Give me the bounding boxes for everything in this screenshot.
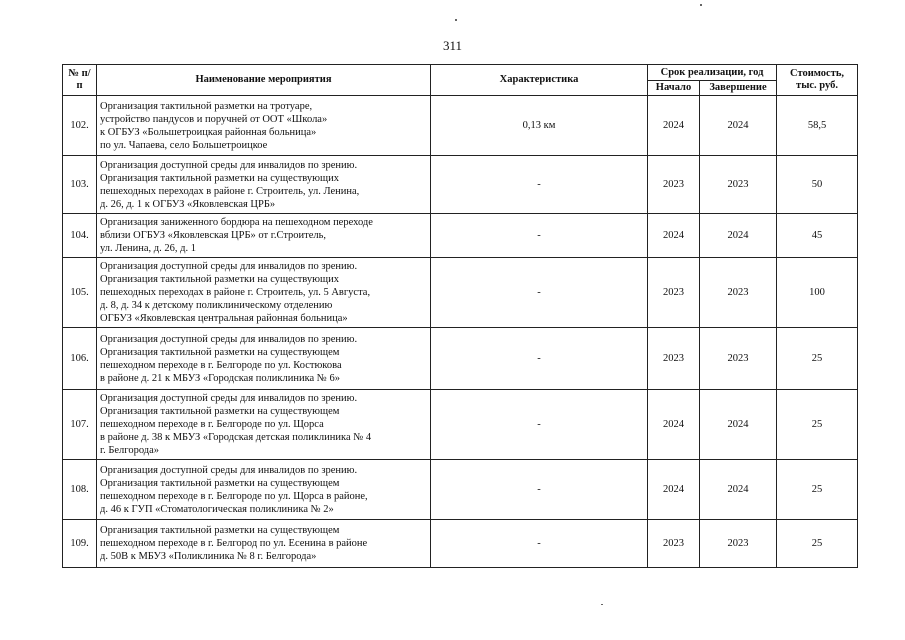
- row-end-year: 2024: [700, 390, 777, 460]
- scan-speck: [601, 604, 603, 605]
- row-cost: 45: [777, 214, 858, 258]
- table-row: [63, 390, 858, 460]
- row-start-year: 2024: [648, 214, 700, 258]
- row-name-line: Организация доступной среды для инвалидов по зрению.: [100, 464, 358, 476]
- row-name-line: г. Белгорода»: [100, 445, 160, 456]
- row-name-line: к ОГБУЗ «Большетроицкая районная больница»: [100, 126, 317, 138]
- row-name: [97, 258, 431, 328]
- row-name-line: Организация тактильной разметки на существующем: [100, 525, 340, 536]
- row-characteristic: -: [431, 460, 648, 520]
- row-name-line: пешеходном переходе в г. Белгороде по ул. Щорса: [100, 419, 324, 430]
- row-name: [97, 520, 431, 568]
- row-number: 105.: [63, 258, 97, 328]
- row-name-line: Организация тактильной разметки на тротуаре,: [100, 100, 313, 112]
- header-cost: Стоимость, тыс. руб.: [777, 65, 858, 96]
- row-end-year: 2024: [700, 460, 777, 520]
- row-characteristic: -: [431, 214, 648, 258]
- row-characteristic: -: [431, 520, 648, 568]
- row-name: [97, 460, 431, 520]
- row-name-line: ул. Ленина, д. 26, д. 1: [100, 243, 196, 254]
- row-name: [97, 390, 431, 460]
- row-name-line: Организация тактильной разметки на существующем: [100, 406, 340, 417]
- row-number: 107.: [63, 390, 97, 460]
- row-name-line: Организация доступной среды для инвалидов по зрению.: [100, 333, 358, 345]
- row-number: 104.: [63, 214, 97, 258]
- row-cost: 25: [777, 460, 858, 520]
- row-name-line: Организация заниженного бордюра на пешеходном переходе: [100, 217, 373, 228]
- row-end-year: 2024: [700, 96, 777, 156]
- table-row: [63, 96, 858, 156]
- row-name-line: Организация тактильной разметки на существующем: [100, 346, 340, 358]
- row-name-line: Организация доступной среды для инвалидов по зрению.: [100, 159, 358, 171]
- scan-speck: [455, 19, 457, 21]
- row-name-line: пешеходном переходе в г. Белгороде по ул. Щорса в районе,: [100, 490, 368, 502]
- row-end-year: 2023: [700, 328, 777, 390]
- row-name-line: в районе д. 21 к МБУЗ «Городская поликлиника № 6»: [100, 372, 340, 384]
- row-characteristic: 0,13 км: [431, 96, 648, 156]
- header-period: Срок реализации, год: [648, 65, 777, 81]
- header-name: Наименование мероприятия: [97, 65, 431, 96]
- row-name: [97, 156, 431, 214]
- header-end: Завершение: [700, 81, 777, 96]
- row-cost: 100: [777, 258, 858, 328]
- row-name-line: д. 50В к МБУЗ «Поликлиника № 8 г. Белгорода»: [100, 551, 317, 562]
- row-cost: 25: [777, 520, 858, 568]
- row-name-line: вблизи ОГБУЗ «Яковлевская ЦРБ» от г.Строитель,: [100, 230, 327, 241]
- row-characteristic: -: [431, 328, 648, 390]
- table-row: [63, 328, 858, 390]
- row-number: 103.: [63, 156, 97, 214]
- row-start-year: 2023: [648, 520, 700, 568]
- row-name-line: по ул. Чапаева, село Большетроицкое: [100, 139, 268, 151]
- activities-table: [62, 64, 858, 568]
- row-cost: 58,5: [777, 96, 858, 156]
- row-cost: 50: [777, 156, 858, 214]
- scan-speck: [700, 4, 702, 6]
- table-row: [63, 520, 858, 568]
- row-name: [97, 328, 431, 390]
- table-body: [63, 96, 858, 568]
- row-end-year: 2023: [700, 520, 777, 568]
- row-name-line: Организация доступной среды для инвалидов по зрению.: [100, 261, 358, 272]
- row-name-line: Организация тактильной разметки на существующем: [100, 477, 340, 489]
- row-number: 108.: [63, 460, 97, 520]
- row-name-line: в районе д. 38 к МБУЗ «Городская детская поликлиника № 4: [100, 432, 372, 443]
- header-start: Начало: [648, 81, 700, 96]
- row-name-line: ОГБУЗ «Яковлевская центральная районная больница»: [100, 313, 348, 324]
- row-characteristic: -: [431, 390, 648, 460]
- table-row: [63, 460, 858, 520]
- row-name-line: устройство пандусов и поручней от ООТ «Школа»: [100, 113, 328, 125]
- row-name-line: д. 8, д. 34 к детскому поликлиническому отделению: [100, 300, 333, 311]
- table-row: [63, 214, 858, 258]
- row-end-year: 2023: [700, 258, 777, 328]
- row-start-year: 2024: [648, 460, 700, 520]
- row-start-year: 2023: [648, 258, 700, 328]
- table-row: [63, 258, 858, 328]
- row-characteristic: -: [431, 156, 648, 214]
- row-name-line: Организация доступной среды для инвалидов по зрению.: [100, 393, 358, 404]
- row-name: [97, 96, 431, 156]
- table-row: [63, 156, 858, 214]
- row-number: 106.: [63, 328, 97, 390]
- header-characteristic: Характеристика: [431, 65, 648, 96]
- row-number: 109.: [63, 520, 97, 568]
- row-number: 102.: [63, 96, 97, 156]
- row-start-year: 2023: [648, 156, 700, 214]
- row-cost: 25: [777, 390, 858, 460]
- header-num: № п/п: [63, 65, 97, 96]
- row-cost: 25: [777, 328, 858, 390]
- row-name-line: д. 46 к ГУП «Стоматологическая поликлиника № 2»: [100, 503, 334, 515]
- row-end-year: 2023: [700, 156, 777, 214]
- row-start-year: 2024: [648, 390, 700, 460]
- page-number: 311: [442, 38, 463, 53]
- row-start-year: 2024: [648, 96, 700, 156]
- row-name-line: пешеходном переходе в г. Белгороде по ул. Костюкова: [100, 359, 342, 371]
- row-name-line: пешеходном переходе в г. Белгород по ул. Есенина в районе: [100, 538, 368, 549]
- row-name-line: пешеходных переходах в районе г. Строитель, ул. 5 Августа,: [100, 287, 371, 298]
- row-name-line: Организация тактильной разметки на существующих: [100, 274, 339, 285]
- row-start-year: 2023: [648, 328, 700, 390]
- row-name-line: д. 26, д. 1 к ОГБУЗ «Яковлевская ЦРБ»: [100, 198, 276, 210]
- row-name-line: Организация тактильной разметки на существующих: [100, 172, 339, 184]
- row-characteristic: -: [431, 258, 648, 328]
- row-name: [97, 214, 431, 258]
- row-end-year: 2024: [700, 214, 777, 258]
- row-name-line: пешеходных переходах в районе г. Строитель, ул. Ленина,: [100, 185, 360, 197]
